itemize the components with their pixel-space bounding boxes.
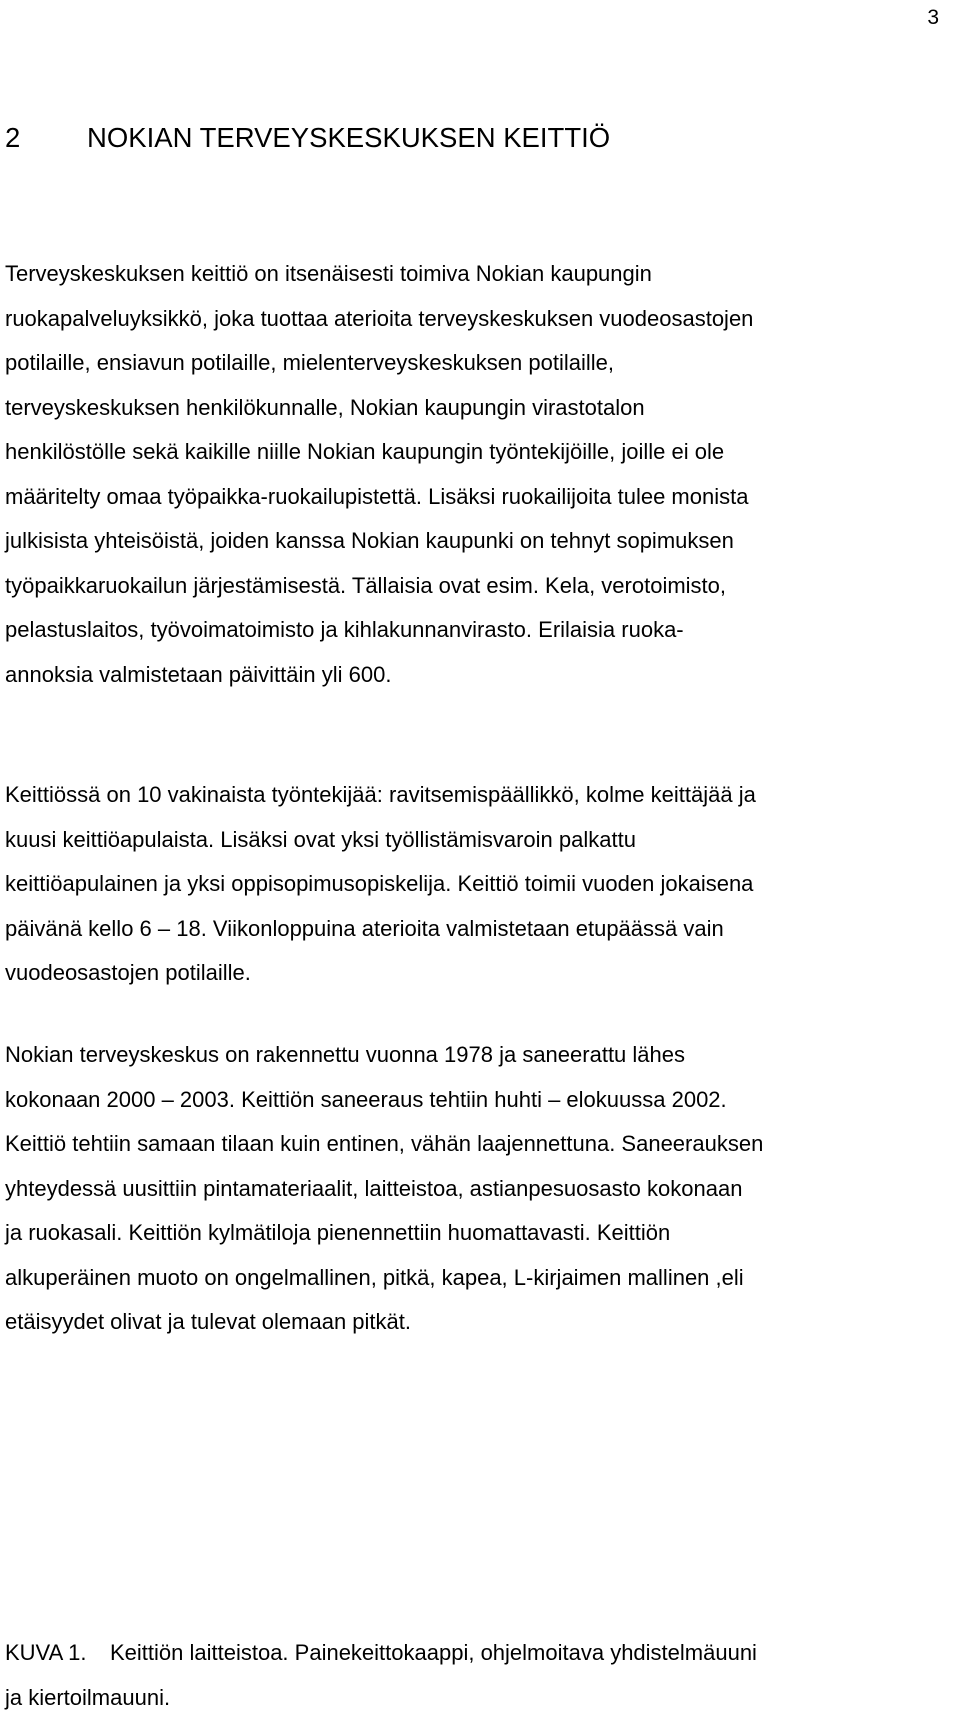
page-number: 3 [927, 6, 939, 30]
paragraph-line: ja ruokasali. Keittiön kylmätiloja pienennettiin huomattavasti. Keittiön [5, 1211, 763, 1256]
paragraph-line: annoksia valmistetaan päivittäin yli 600. [5, 653, 753, 698]
paragraph-line: terveyskeskuksen henkilökunnalle, Nokian kaupungin virastotalon [5, 386, 753, 431]
paragraph-line: kuusi keittiöapulaista. Lisäksi ovat yksi työllistämisvaroin palkattu [5, 818, 756, 863]
paragraph-line: potilaille, ensiavun potilaille, mielenterveyskeskuksen potilaille, [5, 341, 753, 386]
paragraph-line: päivänä kello 6 – 18. Viikonloppuina aterioita valmistetaan etupäässä vain [5, 907, 756, 952]
caption-line [5, 1631, 757, 1676]
paragraph-line: keittiöapulainen ja yksi oppisopimusopiskelija. Keittiö toimii vuoden jokaisena [5, 862, 756, 907]
paragraph-line: alkuperäinen muoto on ongelmallinen, pitkä, kapea, L-kirjaimen mallinen ,eli [5, 1256, 763, 1301]
paragraph-line: etäisyydet olivat ja tulevat olemaan pitkät. [5, 1300, 763, 1345]
paragraph-line: Keittiö tehtiin samaan tilaan kuin entinen, vähän laajennettuna. Saneerauksen [5, 1122, 763, 1167]
paragraph-staff [5, 773, 756, 996]
paragraph-renovation [5, 1033, 763, 1345]
paragraph-line: yhteydessä uusittiin pintamateriaalit, laitteistoa, astianpesuosasto kokonaan [5, 1167, 763, 1212]
paragraph-line: työpaikkaruokailun järjestämisestä. Tällaisia ovat esim. Kela, verotoimisto, [5, 564, 753, 609]
paragraph-line: Keittiössä on 10 vakinaista työntekijää: ravitsemispäällikkö, kolme keittäjää ja [5, 773, 756, 818]
caption-line: ja kiertoilmauuni. [5, 1676, 757, 1720]
paragraph-line: julkisista yhteisöistä, joiden kanssa Nokian kaupunki on tehnyt sopimuksen [5, 519, 753, 564]
caption-text: Keittiön laitteistoa. Painekeittokaappi, ohjelmoitava yhdistelmäuuni [110, 1640, 757, 1665]
section-title: NOKIAN TERVEYSKESKUKSEN KEITTIÖ [87, 122, 610, 153]
paragraph-line: ruokapalveluyksikkö, joka tuottaa aterioita terveyskeskuksen vuodeosastojen [5, 297, 753, 342]
paragraph-line: henkilöstölle sekä kaikille niille Nokian kaupungin työntekijöille, joille ei ole [5, 430, 753, 475]
paragraph-line: pelastuslaitos, työvoimatoimisto ja kihlakunnanvirasto. Erilaisia ruoka- [5, 608, 753, 653]
section-number: 2 [5, 122, 87, 154]
paragraph-line: kokonaan 2000 – 2003. Keittiön saneeraus tehtiin huhti – elokuussa 2002. [5, 1078, 763, 1123]
paragraph-line: Nokian terveyskeskus on rakennettu vuonna 1978 ja saneerattu lähes [5, 1033, 763, 1078]
section-heading [5, 122, 610, 154]
paragraph-line: Terveyskeskuksen keittiö on itsenäisesti toimiva Nokian kaupungin [5, 252, 753, 297]
paragraph-line: vuodeosastojen potilaille. [5, 951, 756, 996]
caption-label: KUVA 1. [5, 1631, 110, 1676]
paragraph-line: määritelty omaa työpaikka-ruokailupistettä. Lisäksi ruokailijoita tulee monista [5, 475, 753, 520]
paragraph-kitchen-overview [5, 252, 753, 697]
figure-caption [5, 1631, 757, 1720]
